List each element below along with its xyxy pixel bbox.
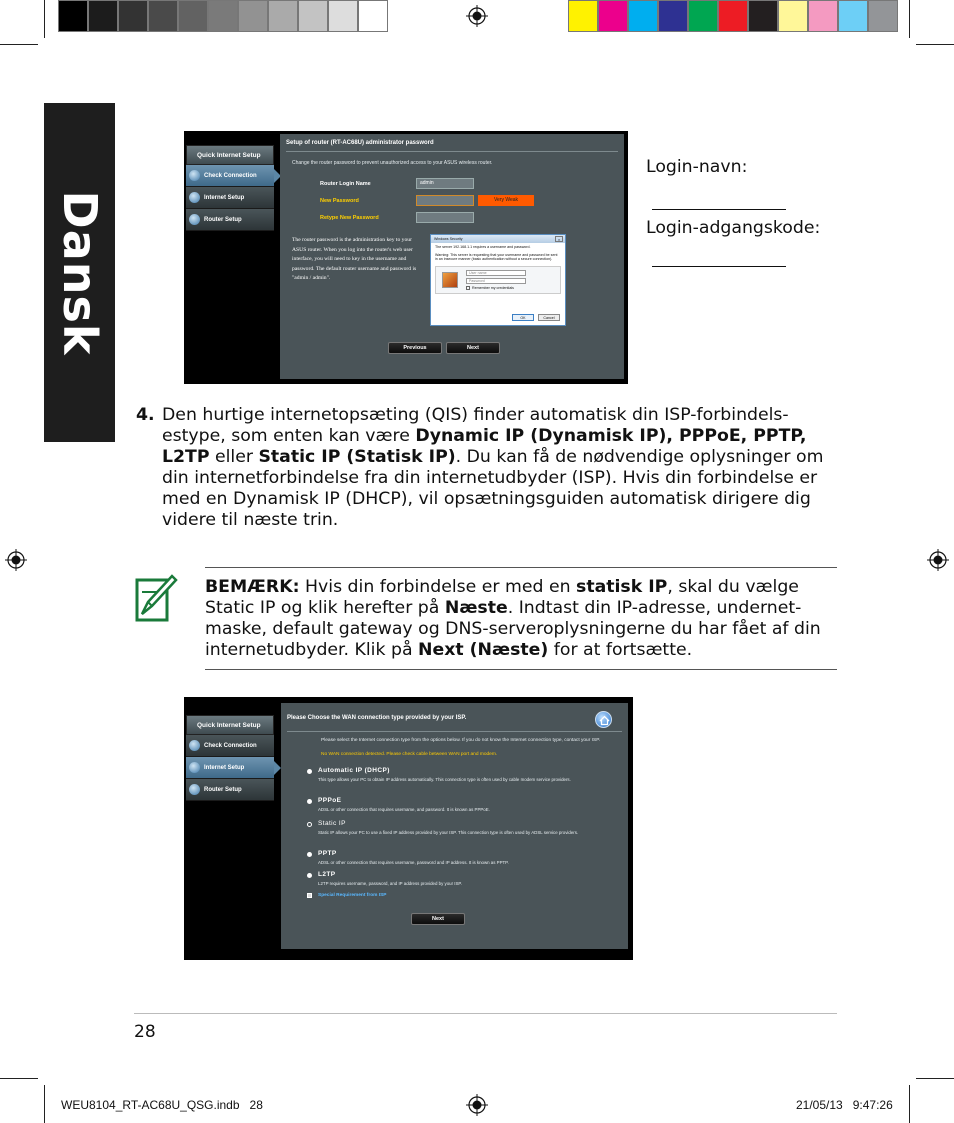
qis-nav-header: Quick Internet Setup <box>186 715 274 735</box>
close-icon[interactable]: × <box>555 236 563 242</box>
login-name-label: Router Login Name <box>320 181 371 187</box>
language-side-tab <box>44 103 115 442</box>
screenshot-wan-type <box>184 697 633 960</box>
dialog-cancel-button[interactable]: Cancel <box>538 314 560 321</box>
note-bottom-rule <box>205 669 837 670</box>
color-swatch <box>808 0 838 32</box>
wan-option-pptp[interactable] <box>307 850 607 871</box>
globe-icon <box>189 740 200 751</box>
radio-bullet-icon <box>307 873 312 878</box>
footer-file-info: WEU8104_RT-AC68U_QSG.indb 28 <box>61 1098 263 1112</box>
note-top-rule <box>205 567 837 568</box>
footer-rule <box>134 1013 837 1014</box>
dialog-line-2: Warning: This server is requesting that your username and password be sent in an insecure manner (basic authentication without a secure connection). <box>435 252 558 262</box>
dialog-username-input[interactable]: User name <box>466 270 526 276</box>
wan-option-desc: L2TP requires username, password, and IP address provided by your ISP. <box>318 881 462 886</box>
crop-mark <box>916 44 954 45</box>
dialog-ok-button[interactable]: OK <box>512 314 534 321</box>
color-swatch <box>58 0 88 32</box>
retype-password-input[interactable] <box>416 212 474 223</box>
radio-selected-icon <box>307 822 312 827</box>
color-swatch <box>148 0 178 32</box>
globe-icon <box>189 192 200 203</box>
color-swatch <box>238 0 268 32</box>
color-swatch <box>658 0 688 32</box>
wan-option-name: Static IP <box>318 820 346 827</box>
note-pencil-icon <box>134 570 178 624</box>
color-swatch <box>598 0 628 32</box>
side-tab-label: Dansk <box>52 190 107 355</box>
registration-mark-icon <box>927 549 949 571</box>
color-swatch <box>118 0 148 32</box>
globe-icon <box>189 214 200 225</box>
intro-text: Please select the Internet connection type from the options below. If you do not know the Internet connection type, contact your ISP. <box>321 738 601 743</box>
crop-mark <box>0 44 38 45</box>
radio-bullet-icon <box>307 769 312 774</box>
new-password-input[interactable] <box>416 195 474 206</box>
qis-nav <box>186 145 274 231</box>
panel-title: Please Choose the WAN connection type provided by your ISP. <box>287 715 467 721</box>
color-swatch <box>568 0 598 32</box>
previous-button[interactable]: Previous <box>388 342 442 354</box>
color-swatch <box>628 0 658 32</box>
wan-option-l2tp[interactable] <box>307 871 607 893</box>
wan-option-dhcp[interactable] <box>307 767 607 797</box>
checkbox-icon <box>307 893 312 898</box>
divider <box>286 151 618 152</box>
nav-item-check-connection[interactable]: Check Connection <box>186 165 274 187</box>
login-name-input[interactable]: admin <box>416 178 474 189</box>
retype-password-label: Retype New Password <box>320 215 379 221</box>
note-paragraph: BEMÆRK: Hvis din forbindelse er med en statisk IP, skal du vælge Static IP og klik herefter på Næste. Indtast din IP-adresse, undernet-maske, default gateway og DNS-serveroplysningerne du har fået af din internetudbyder. Klik på Next (Næste) for at fortsætte. <box>205 577 821 660</box>
qis-nav <box>186 715 274 801</box>
wan-option-name: Automatic IP (DHCP) <box>318 767 390 774</box>
login-password-caption: Login-adgangskode: <box>646 218 821 238</box>
special-requirement-checkbox[interactable] <box>307 893 607 905</box>
step-4-paragraph: Den hurtige internetopsæting (QIS) finder automatisk din ISP-forbindels-estype, som enten kan være Dynamic IP (Dynamisk IP), PPPoE, PPTP, L2TP eller Static IP (Statisk IP). Du kan få de nødvendige oplysninger om din internetforbindelse fra din internetudbyder (ISP). Hvis din forbindelse er med en Dynamisk IP (DHCP), vil opsætningsguiden automatisk dirigere dig videre til næste trin. <box>162 405 824 530</box>
color-swatch <box>328 0 358 32</box>
windows-security-dialog <box>430 234 566 326</box>
dialog-titlebar <box>431 235 565 243</box>
nav-item-router-setup[interactable]: Router Setup <box>186 209 274 231</box>
credential-box <box>435 266 561 294</box>
password-setup-panel <box>280 134 624 379</box>
registration-mark-icon <box>5 549 27 571</box>
color-swatch <box>298 0 328 32</box>
dialog-line-1: The server 192.168.1.1 requires a username and password. <box>435 245 531 249</box>
panel-title: Setup of router (RT-AC68U) administrator password <box>286 140 434 146</box>
new-password-label: New Password <box>320 198 359 204</box>
wan-option-desc: ADSL or other connection that requires username, and password. It is known as PPPoE. <box>318 807 490 812</box>
radio-bullet-icon <box>307 799 312 804</box>
crop-mark <box>909 0 910 38</box>
screenshot-admin-password <box>184 131 628 384</box>
wan-option-desc: ADSL or other connection that requires username, password and IP address. It is known as PPTP. <box>318 860 509 865</box>
wan-option-name: PPPoE <box>318 797 342 804</box>
next-button[interactable]: Next <box>446 342 500 354</box>
nav-item-check-connection[interactable]: Check Connection <box>186 735 274 757</box>
color-swatch <box>748 0 778 32</box>
nav-item-internet-setup[interactable]: Internet Setup <box>186 187 274 209</box>
color-swatch <box>268 0 298 32</box>
crop-mark <box>909 1085 910 1123</box>
dialog-password-input[interactable]: Password <box>466 278 526 284</box>
color-swatch <box>868 0 898 32</box>
wan-warning: No WAN connection detected. Please check cable between WAN port and modem. <box>321 752 498 757</box>
next-button[interactable]: Next <box>411 913 465 925</box>
wan-type-panel <box>281 703 628 949</box>
color-swatch <box>718 0 748 32</box>
password-strength-badge: Very Weak <box>478 195 534 206</box>
crop-mark <box>916 1078 954 1079</box>
dialog-title: Windows Security <box>434 237 463 241</box>
wan-option-static-ip[interactable] <box>307 820 607 850</box>
globe-icon <box>189 762 200 773</box>
wan-option-name: PPTP <box>318 850 337 857</box>
color-swatch <box>88 0 118 32</box>
radio-bullet-icon <box>307 852 312 857</box>
divider <box>287 731 622 732</box>
remember-credentials-checkbox[interactable]: Remember my credentials <box>466 286 514 291</box>
special-requirement-label: Special Requirement from ISP <box>318 893 387 898</box>
wan-option-name: L2TP <box>318 871 336 878</box>
color-swatch <box>178 0 208 32</box>
login-name-blank-line <box>652 209 786 210</box>
nav-item-router-setup[interactable]: Router Setup <box>186 779 274 801</box>
login-name-caption: Login-navn: <box>646 157 748 177</box>
crop-mark <box>44 1085 45 1123</box>
color-swatch <box>208 0 238 32</box>
intro-text: Change the router password to prevent unauthorized access to your ASUS wireless router. <box>292 160 493 166</box>
login-password-blank-line <box>652 266 786 267</box>
color-swatch <box>838 0 868 32</box>
crop-mark <box>44 0 45 38</box>
color-swatch <box>688 0 718 32</box>
step-number: 4. <box>136 405 155 425</box>
footer-timestamp: 21/05/13 9:47:26 <box>796 1098 893 1112</box>
password-note: The router password is the administration key to your ASUS router. When you log into the router's web user interface, you will need to key in the username and password. The default router username and password is "admin / admin". <box>292 237 417 282</box>
color-swatch <box>778 0 808 32</box>
qis-nav-header: Quick Internet Setup <box>186 145 274 165</box>
registration-mark-icon <box>466 1094 488 1116</box>
wan-option-desc: Static IP allows your PC to use a fixed IP address provided by your ISP. This connection type is often used by ADSL service providers. <box>318 830 579 835</box>
registration-mark-icon <box>466 5 488 27</box>
home-icon[interactable] <box>595 711 612 728</box>
wan-option-pppoe[interactable] <box>307 797 607 820</box>
color-swatch <box>358 0 388 32</box>
wan-option-desc: This type allows your PC to obtain IP address automatically. This connection type is often used by cable modem service providers. <box>318 777 571 782</box>
user-avatar-icon <box>442 272 458 288</box>
globe-icon <box>189 784 200 795</box>
wan-options-list <box>307 767 607 905</box>
page-number: 28 <box>134 1022 156 1042</box>
globe-icon <box>189 170 200 181</box>
nav-item-internet-setup[interactable]: Internet Setup <box>186 757 274 779</box>
crop-mark <box>0 1078 38 1079</box>
